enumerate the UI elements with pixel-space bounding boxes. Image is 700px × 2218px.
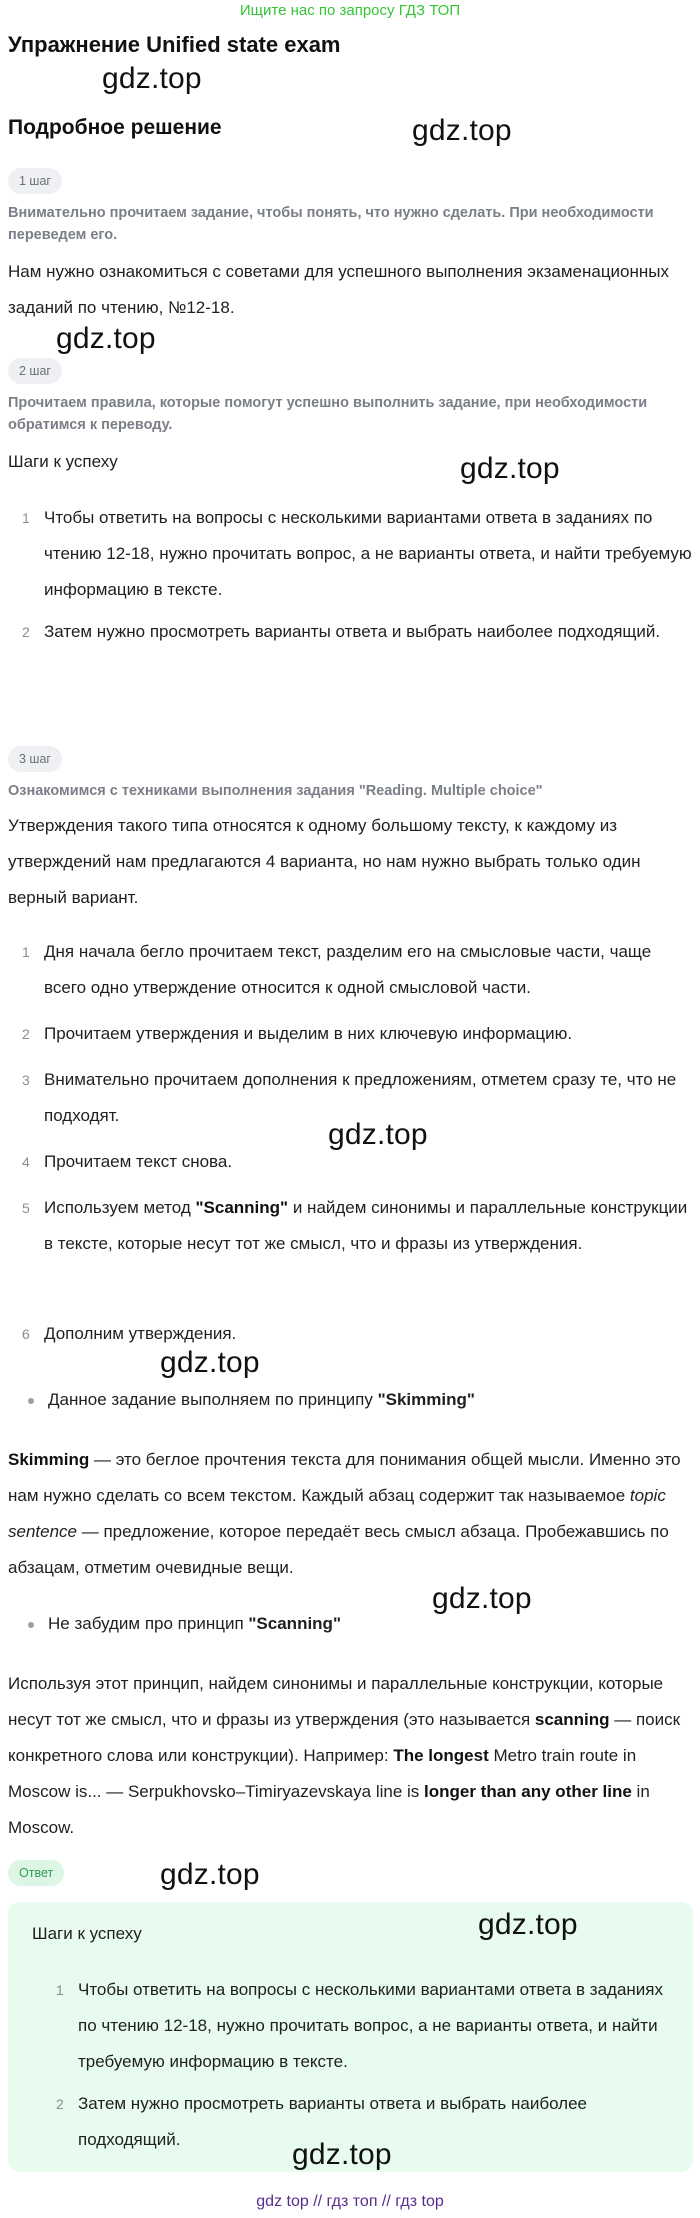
text-fragment: Не забудим про принцип [48,1614,249,1633]
text-fragment: и найдем синонимы и параллельные конструкции в тексте, которые несут тот же смысл, что и фразы из утверждения. [44,1198,688,1253]
text-fragment: Используем метод [44,1198,196,1217]
bullet-text [48,1606,688,1642]
item-text: Затем нужно просмотреть варианты ответа и выбрать наиболее подходящий. [44,622,661,641]
item-text: Дня начала бегло прочитаем текст, разделим его на смысловые части, чаще всего одно утверждение относится к одной смысловой части. [44,942,652,997]
step-2-badge: 2 шаг [8,358,62,384]
scanning-term: "Scanning" [195,1198,289,1217]
scanning-term: "Scanning" [248,1614,342,1633]
answer-box [8,1902,693,2172]
item-text [44,1190,692,1262]
step-1-hint: Внимательно прочитаем задание, чтобы понять, что нужно сделать. При необходимости переведем его. [8,205,654,243]
search-banner: Ищите нас по запросу ГДЗ ТОП [239,2,461,19]
answer-heading: Шаги к успеху [32,1924,142,1943]
watermark: gdz.top [412,114,512,147]
item-number: 3 [22,1072,30,1088]
topic-sentence-term: topic sentence [8,1486,666,1541]
step-1-badge: 1 шаг [8,168,62,194]
text-fragment: — поиск конкретного слова или конструкции). Например: [8,1710,681,1765]
item-text: Дополним утверждения. [44,1324,237,1343]
bullet-dot [28,1622,34,1628]
bullet-text [48,1382,688,1418]
footer-text: gdz top // гдз топ // гдз top [256,2193,444,2210]
scanning-term: scanning [534,1710,610,1729]
text-fragment: Metro train route in Moscow is... — Serpukhovsko–Timiryazevskaya line is [8,1746,637,1801]
item-text: Чтобы ответить на вопросы с несколькими вариантами ответа в заданиях по чтению 12-18, нужно прочитать вопрос, а не варианты ответа, и найти требуемую информацию в тексте. [78,1980,663,2071]
item-number: 2 [56,2096,64,2112]
text-fragment: in Moscow. [8,1782,650,1837]
skimming-term: "Skimming" [377,1390,475,1409]
item-number: 4 [22,1154,30,1170]
text-fragment: Используя этот принцип, найдем синонимы и параллельные конструкции, которые несут тот же смысл, что и фразы из утверждения (это называется [8,1674,664,1729]
item-text: Затем нужно просмотреть варианты ответа и выбрать наиболее подходящий. [78,2094,587,2149]
watermark: gdz.top [328,1118,428,1151]
skimming-paragraph [8,1442,694,1586]
example-highlight: The longest [393,1746,489,1765]
example-highlight: longer than any other line [424,1782,632,1801]
step-3-intro: Утверждения такого типа относятся к одному большому тексту, к каждому из утверждений нам предлагаются 4 варианта, но нам нужно выбрать только один верный вариант. [8,816,641,907]
step-2-hint: Прочитаем правила, которые помогут успешно выполнить задание, при необходимости обратимся к переводу. [8,395,648,433]
item-number: 1 [22,944,30,960]
solution-heading: Подробное решение [8,116,222,139]
scanning-paragraph [8,1666,694,1846]
watermark: gdz.top [102,62,202,95]
step-2-heading: Шаги к успеху [8,452,118,471]
item-text: Внимательно прочитаем дополнения к предложениям, отметем сразу те, что не подходят. [44,1070,677,1125]
bullet-dot [28,1398,34,1404]
item-number: 2 [22,1026,30,1042]
text-fragment: — это беглое прочтения текста для понимания общей мысли. Именно это нам нужно сделать со всем текстом. Каждый абзац содержит так называемое [8,1450,681,1505]
step-1-text: Нам нужно ознакомиться с советами для успешного выполнения экзаменационных заданий по чтению, №12-18. [8,262,670,317]
answer-badge: Ответ [8,1860,64,1886]
watermark: gdz.top [160,1858,260,1891]
watermark: gdz.top [56,322,156,355]
watermark: gdz.top [292,2138,392,2171]
item-number: 2 [22,624,30,640]
skimming-term: Skimming [8,1450,90,1469]
watermark: gdz.top [478,1908,578,1941]
text-fragment: Данное задание выполняем по принципу [48,1390,378,1409]
watermark: gdz.top [460,452,560,485]
item-text: Чтобы ответить на вопросы с несколькими вариантами ответа в заданиях по чтению 12-18, нужно прочитать вопрос, а не варианты ответа, и найти требуемую информацию в тексте. [44,508,692,599]
text-fragment: — предложение, которое передаёт весь смысл абзаца. Пробежавшись по абзацам, отметим очевидные вещи. [8,1522,669,1577]
item-number: 1 [56,1982,64,1998]
item-number: 1 [22,510,30,526]
watermark: gdz.top [160,1346,260,1379]
item-text: Прочитаем текст снова. [44,1152,233,1171]
step-3-hint: Ознакомимся с техниками выполнения задания "Reading. Multiple choice" [8,783,543,799]
item-number: 5 [22,1200,30,1216]
page-title: Упражнение Unified state exam [8,32,341,57]
item-number: 6 [22,1326,30,1342]
item-text: Прочитаем утверждения и выделим в них ключевую информацию. [44,1024,573,1043]
step-3-badge: 3 шаг [8,746,62,772]
watermark: gdz.top [432,1582,532,1615]
